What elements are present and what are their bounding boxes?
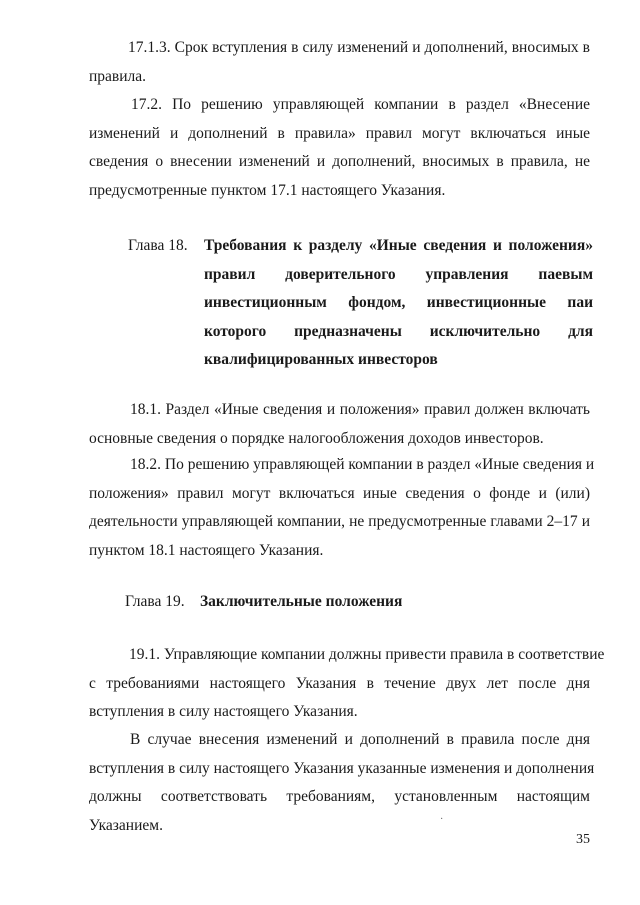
paragraph-17-1-3 [89,34,590,91]
text-line: должны соответствовать требованиям, установленным настоящим [89,788,590,805]
paragraph-18-1 [89,396,590,453]
text-line: 18.2. По решению управляющей компании в раздел «Иные сведения и [130,456,595,473]
page-number: 35 [576,832,590,847]
text-line: предусмотренные пунктом 17.1 настоящего Указания. [89,181,446,199]
text-line: вступления в силу настоящего Указания указанные изменения и дополнения [89,759,595,777]
chapter-19-title: Заключительные положения [200,593,403,610]
text-line: сведения о внесении изменений и дополнений, вносимых в правила, не [89,153,590,170]
text-line: правила. [89,67,147,85]
text-line: В случае внесения изменений и дополнений в правила после дня [130,731,590,748]
text-line: деятельности управляющей компании, не предусмотренные главами 2–17 и [89,513,590,530]
text-line: положения» правил могут включаться иные сведения о фонде и (или) [89,484,590,502]
title-line: Требования к разделу «Иные сведения и положения» [204,237,593,254]
title-line: правил доверительного управления паевым [204,265,593,283]
text-line: вступления в силу настоящего Указания. [89,703,358,720]
chapter-18-label: Глава 18. [128,237,188,254]
chapter-18-title [204,232,593,375]
title-line: квалифицированных инвесторов [204,351,438,368]
paragraph-19-1 [89,641,605,727]
title-line: инвестиционным фондом, инвестиционные паи [204,294,593,311]
text-line: 19.1. Управляющие компании должны привести правила в соответствие [129,646,605,663]
text-line: 17.1.3. Срок вступления в силу изменений и дополнений, вносимых в [128,39,590,56]
text-line: пунктом 18.1 настоящего Указания. [89,541,324,559]
title-line: которого предназначены исключительно для [204,322,593,340]
text-line: 18.1. Раздел «Иные сведения и положения» правил должен включать [130,401,590,418]
scan-speck: · [440,814,444,825]
paragraph-17-2 [89,91,590,205]
chapter-19-label: Глава 19. [125,593,185,610]
text-line: основные сведения о порядке налогообложения доходов инвесторов. [89,429,544,447]
text-line: 17.2. По решению управляющей компании в раздел «Внесение [131,96,590,113]
paragraph-19-1-amendments [89,726,595,840]
text-line: с требованиями настоящего Указания в течение двух лет после дня [89,674,590,692]
text-line: изменений и дополнений в правила» правил могут включаться иные [89,124,590,142]
text-line: Указанием. [89,816,163,834]
paragraph-18-2 [89,451,595,565]
